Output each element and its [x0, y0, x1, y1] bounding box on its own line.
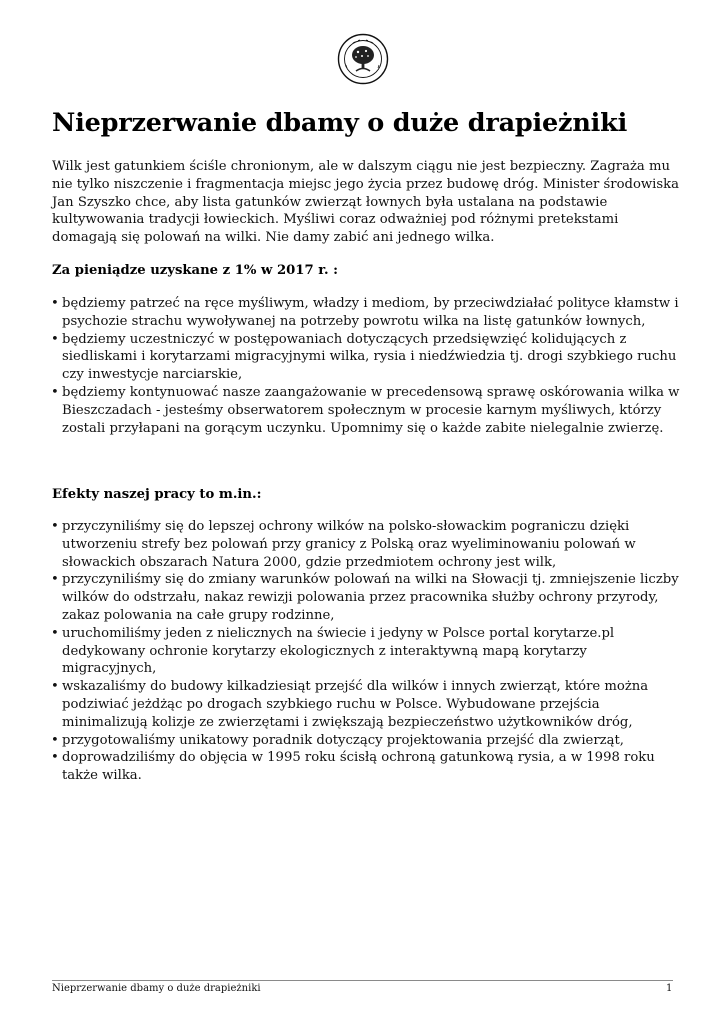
list-item: • będziemy patrzeć na ręce myśliwym, władzy i mediom, by przeciwdziałać polityce kłamstw i psychozie strachu wywoływanej na potrzeby powrotu wilka na listę gatunków łownych,: [52, 295, 682, 331]
list-item: • doprowadziliśmy do objęcia w 1995 roku ścisłą ochroną gatunkową rysia, a w 1998 roku także wilka.: [52, 749, 682, 785]
list-item: • przyczyniliśmy się do lepszej ochrony wilków na polsko-słowackim pograniczu dzięki utworzeniu strefy bez polowań przy granicy z Polską oraz wyeliminowaniu polowań w słowackich obszarach Natura 2000, gdzie przedmiotem ochrony jest wilk,: [52, 518, 682, 571]
list-item: • przyczyniliśmy się do zmiany warunków polowań na wilki na Słowacji tj. zmniejszenie liczby wilków do odstrzału, nakaz rewizji polowania przez pracownika służby ochrony przyrody, zakaz polowania na całe grupy rodzinne,: [52, 571, 682, 624]
page-title: Nieprzerwanie dbamy o duże drapieżniki: [52, 108, 628, 138]
list-item: • będziemy uczestniczyć w postępowaniach dotyczących przedsięwzięć kolidujących z siedliskami i korytarzami migracyjnymi wilka, rysia i niedźwiedzia tj. drogi szybkiego ruchu czy inwestycje narciarskie,: [52, 331, 682, 384]
list-item: • uruchomiliśmy jeden z nielicznych na świecie i jedyny w Polsce portal korytarze.pl dedykowany ochronie korytarzy ekologicznych z interaktywną mapą korytarzy migracyjnych,: [52, 625, 682, 678]
tree-logo-icon: [337, 33, 389, 85]
funds-list: [52, 295, 682, 437]
page-number: 1: [666, 983, 673, 994]
intro-paragraph: Wilk jest gatunkiem ściśle chronionym, ale w dalszym ciągu nie jest bezpieczny. Zagraża mu nie tylko niszczenie i fragmentacja miejsc jego życia przez budowę dróg. Minister środowiska Jan Szyszko chce, aby lista gatunków zwierząt łownych była ustalana na podstawie kultywowania tradycji łowieckich. Myśliwi coraz odważniej pod różnymi pretekstami domagają się polowań na wilki. Nie damy zabić ani jednego wilka.: [52, 159, 680, 246]
list-item: • przygotowaliśmy unikatowy poradnik dotyczący projektowania przejść dla zwierząt,: [52, 732, 682, 750]
list-item: • będziemy kontynuować nasze zaangażowanie w precedensową sprawę oskórowania wilka w Bieszczadach - jesteśmy obserwatorem społecznym w procesie karnym myśliwych, którzy zostali przyłapani na gorącym uczynku. Upomnimy się o każde zabite nielegalnie zwierzę.: [52, 384, 682, 437]
list-item: • wskazaliśmy do budowy kilkadziesiąt przejść dla wilków i innych zwierząt, które można podziwiać jeżdżąc po drogach szybkiego ruchu w Polsce. Wybudowane przejścia minimalizują kolizje ze zwierzętami i zwiększają bezpieczeństwo użytkowników dróg,: [52, 678, 682, 731]
footer-divider: [52, 980, 673, 981]
section-heading-funds: Za pieniądze uzyskane z 1% w 2017 r. :: [52, 263, 339, 278]
section-heading-results: Efekty naszej pracy to m.in.:: [52, 487, 262, 502]
footer-title: Nieprzerwanie dbamy o duże drapieżniki: [52, 983, 261, 994]
results-list: [52, 518, 682, 785]
